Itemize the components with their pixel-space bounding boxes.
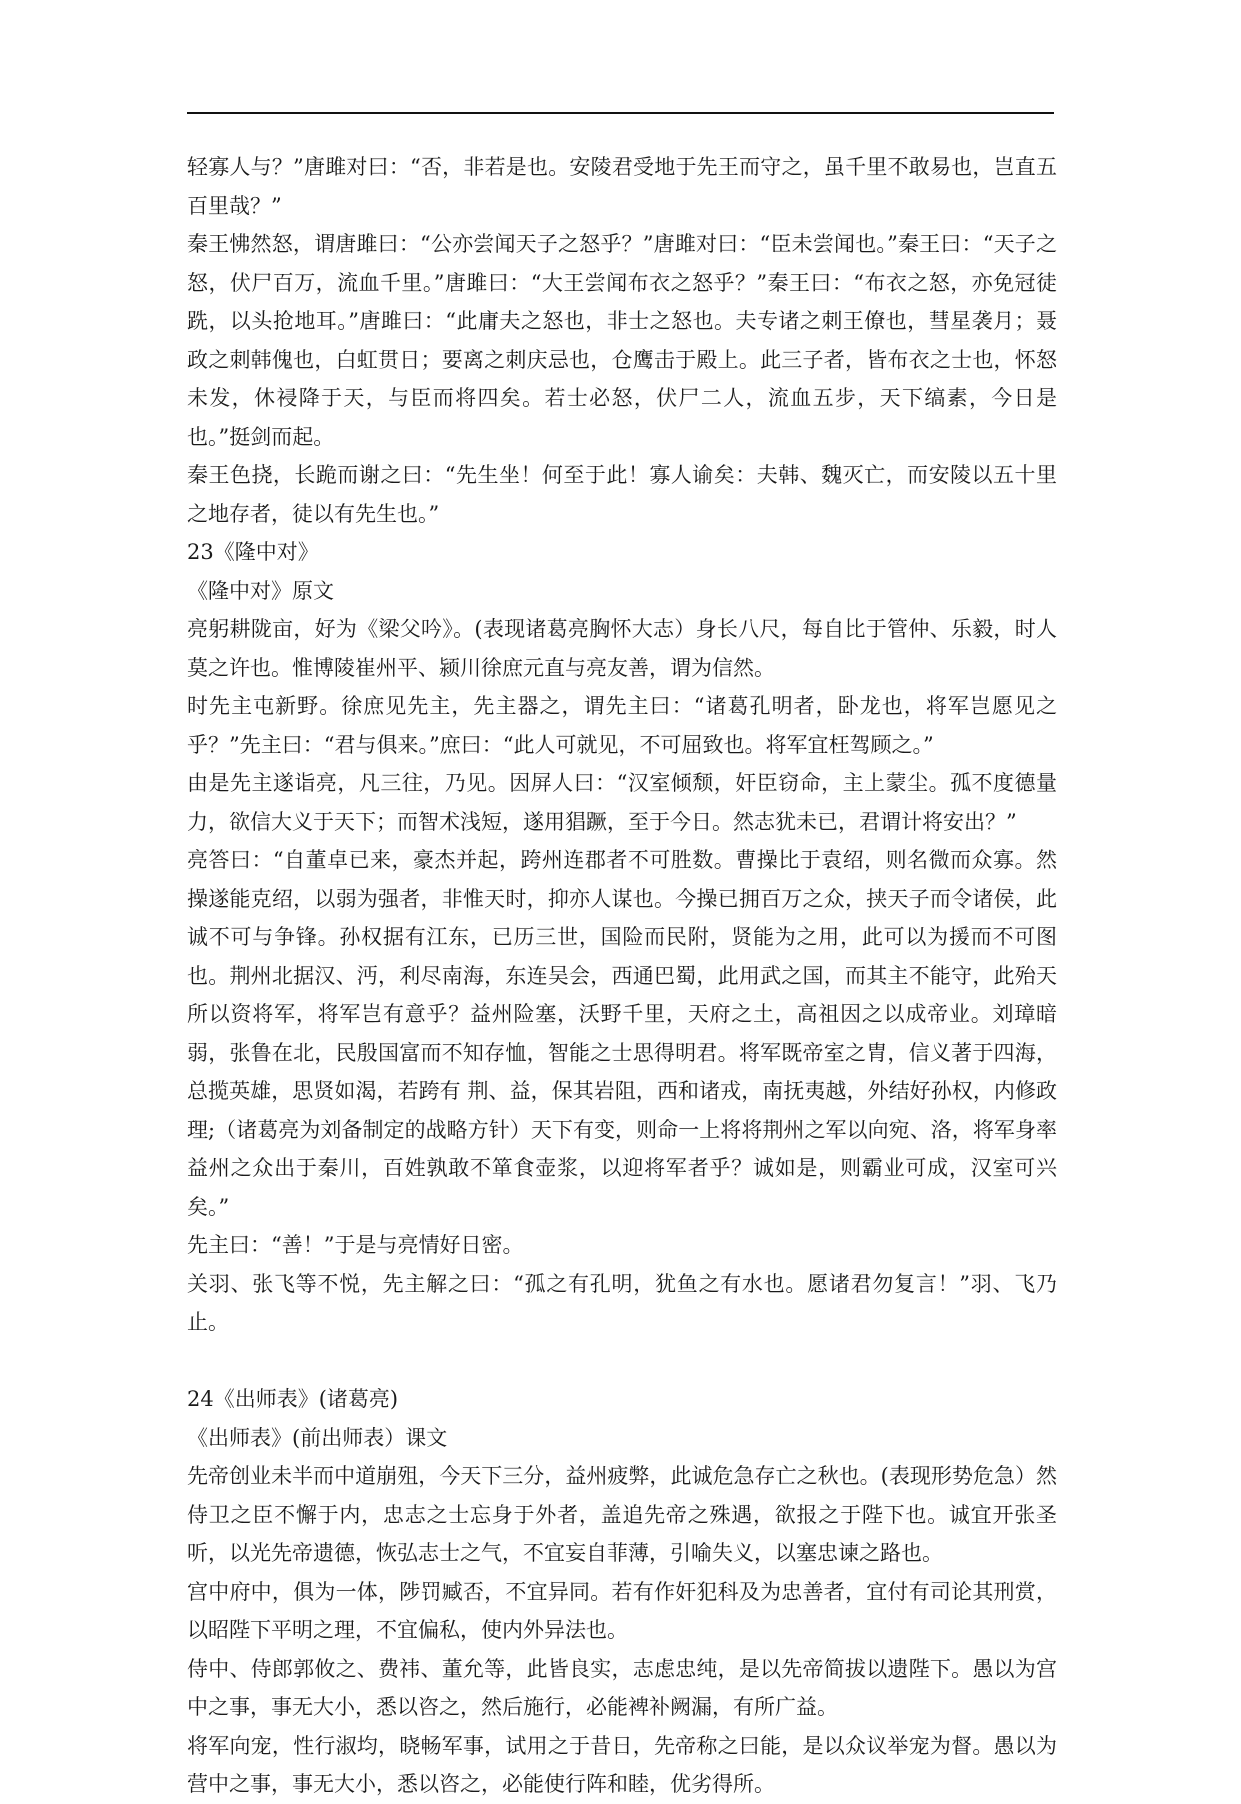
paragraph: 由是先主遂诣亮，凡三往，乃见。因屏人曰：“汉室倾颓，奸臣窃命，主上蒙尘。孤不度德量力，欲信大义于天下；而智术浅短，遂用猖蹶，至于今日。然志犹未已，君谓计将安出？” bbox=[187, 771, 1057, 834]
header-rule bbox=[187, 112, 1054, 114]
paragraph: 亮答曰：“自董卓已来，豪杰并起，跨州连郡者不可胜数。曹操比于袁绍，则名微而众寡。然操遂能克绍，以弱为强者，非惟天时，抑亦人谋也。今操已拥百万之众，挟天子而令诸侯，此诚不可与争锋。孙权据有江东，已历三世，国险而民附，贤能为之用，此可以为援而不可图也。荆州北据汉、沔，利尽南海，东连吴会，西通巴蜀，此用武之国，而其主不能守，此殆天所以资将军，将军岂有意乎？益州险塞，沃野千里，天府之土，高祖因之以成帝业。刘璋暗弱，张鲁在北，民殷国富而不知存恤，智能之士思得明君。将军既帝室之胄，信义著于四海，总揽英雄，思贤如渴，若跨有 荆、益，保其岩阻，西和诸戎，南抚夷越，外结好孙权，内修政理;（诸葛亮为刘备制定的战略方针）天下有变，则命一上将将荆州之军以向宛、洛，将军身率益州之众出于秦川，百姓孰敢不箪食壶浆，以迎将军者乎？诚如是，则霸业可成，汉室可兴矣。” bbox=[187, 848, 1057, 1219]
paragraph: 秦王怫然怒，谓唐雎曰：“公亦尝闻天子之怒乎？”唐雎对曰：“臣未尝闻也。”秦王曰：“天子之怒，伏尸百万，流血千里。”唐雎曰：“大王尝闻布衣之怒乎？”秦王曰：“布衣之怒，亦免冠徒跣，以头抢地耳。”唐雎曰：“此庸夫之怒也，非士之怒也。夫专诸之刺王僚也，彗星袭月；聂政之刺韩傀也，白虹贯日；要离之刺庆忌也，仓鹰击于殿上。此三子者，皆布衣之士也，怀怒未发，休祲降于天，与臣而将四矣。若士必怒，伏尸二人，流血五步，天下缟素，今日是也。”挺剑而起。 bbox=[187, 232, 1057, 449]
paragraph: 亮躬耕陇亩，好为《梁父吟》。(表现诸葛亮胸怀大志）身长八尺，每自比于管仲、乐毅，时人莫之许也。惟博陵崔州平、颍川徐庶元直与亮友善，谓为信然。 bbox=[187, 617, 1057, 680]
section-subheading: 《隆中对》原文 bbox=[187, 578, 334, 603]
paragraph: 先主曰：“善！”于是与亮情好日密。 bbox=[187, 1233, 524, 1257]
paragraph: 宫中府中，俱为一体，陟罚臧否，不宜异同。若有作奸犯科及为忠善者，宜付有司论其刑赏，以昭陛下平明之理，不宜偏私，使内外异法也。 bbox=[187, 1579, 1057, 1642]
document-body bbox=[187, 148, 1057, 1804]
paragraph: 轻寡人与？”唐雎对曰：“否，非若是也。安陵君受地于先王而守之，虽千里不敢易也，岂直五百里哉？” bbox=[187, 155, 1057, 218]
paragraph: 侍中、侍郎郭攸之、费祎、董允等，此皆良实，志虑忠纯，是以先帝简拔以遗陛下。愚以为宫中之事，事无大小，悉以咨之，然后施行，必能裨补阙漏，有所广益。 bbox=[187, 1656, 1057, 1719]
paragraph: 时先主屯新野。徐庶见先主，先主器之，谓先主曰：“诸葛孔明者，卧龙也，将军岂愿见之乎？”先主曰：“君与俱来。”庶曰：“此人可就见，不可屈致也。将军宜枉驾顾之。” bbox=[187, 694, 1057, 757]
paragraph: 将军向宠，性行淑均，晓畅军事，试用之于昔日，先帝称之曰能，是以众议举宠为督。愚以为营中之事，事无大小，悉以咨之，必能使行阵和睦，优劣得所。 bbox=[187, 1733, 1057, 1796]
paragraph: 先帝创业未半而中道崩殂，今天下三分，益州疲弊，此诚危急存亡之秋也。(表现形势危急）然侍卫之臣不懈于内，忠志之士忘身于外者，盖追先帝之殊遇，欲报之于陛下也。诚宜开张圣听，以光先帝遗德，恢弘志士之气，不宜妄自菲薄，引喻失义，以塞忠谏之路也。 bbox=[187, 1464, 1057, 1565]
paragraph: 关羽、张飞等不悦，先主解之曰：“孤之有孔明，犹鱼之有水也。愿诸君勿复言！”羽、飞乃止。 bbox=[187, 1271, 1057, 1334]
blank-line bbox=[187, 1342, 1057, 1381]
section-heading: 23《隆中对》 bbox=[187, 540, 319, 564]
section-heading: 24《出师表》(诸葛亮) bbox=[187, 1387, 399, 1411]
paragraph: 秦王色挠，长跪而谢之曰：“先生坐！何至于此！寡人谕矣：夫韩、魏灭亡，而安陵以五十里之地存者，徒以有先生也。” bbox=[187, 463, 1057, 526]
section-subheading: 《出师表》(前出师表）课文 bbox=[187, 1425, 448, 1450]
